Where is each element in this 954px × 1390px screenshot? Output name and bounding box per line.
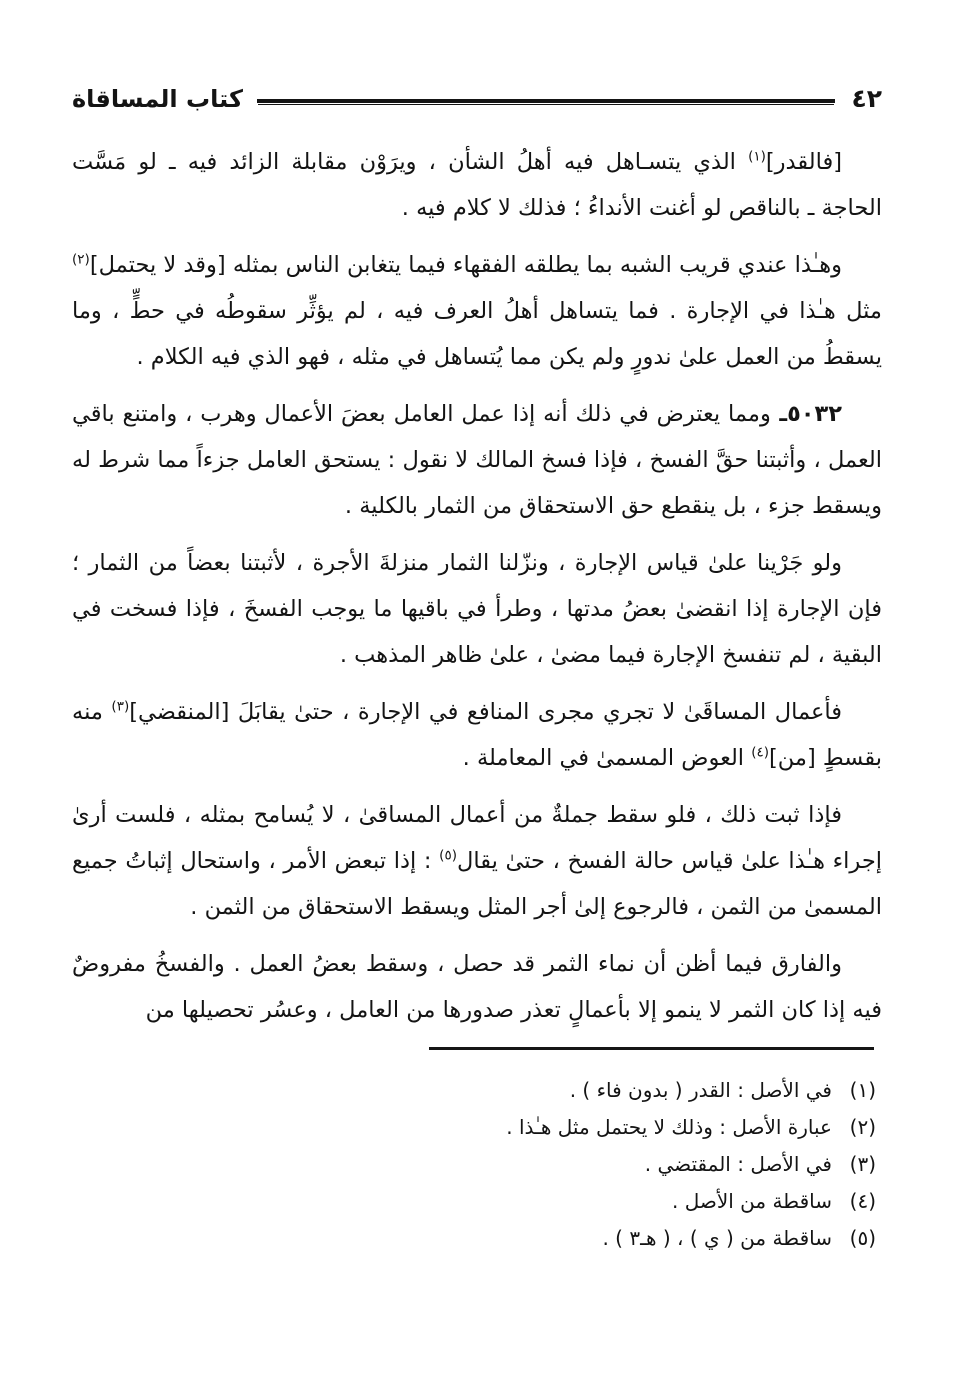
footnote-number: (١) [849, 1078, 876, 1102]
footnote-text: في الأصل : المقتضي . [644, 1152, 832, 1176]
footnote-text: عبارة الأصل : وذلك لا يحتمل مثل هـٰذا . [506, 1115, 832, 1139]
page-header [72, 84, 882, 113]
paragraph-text: فإذا ثبت ذلك ، فلو سقط جملةٌ من أعمال المساقىٰ ، لا يُسامح بمثله ، فلست أرىٰ إجراء هـٰذا علىٰ قياس حالة الفسخ ، حتىٰ يقال$^{(٥)}$ : إذا تبعض الأمر ، واستحال إثباتُ جميع المسمىٰ من الثمن ، فالرجوع إلىٰ أجر المثل ويسقط الاستحقاق من الثمن . [72, 802, 882, 920]
paragraph-text: والفارق فيما أظن أن نماء الثمر قد حصل ، وسقط بعضُ العمل . والفسخُ مفروضٌ فيه إذا كان الثمر لا ينمو إلا بأعمالٍ تعذر صدورها من العامل ، وعسُر تحصيلها من [72, 951, 882, 1023]
paragraph [72, 242, 882, 380]
paragraph [72, 689, 882, 781]
footnote [72, 1183, 876, 1220]
header-rule [257, 99, 836, 104]
footnote-number: (٤) [849, 1189, 876, 1213]
footnote-separator [429, 1047, 874, 1050]
paragraph [72, 540, 882, 678]
footnote [72, 1109, 876, 1146]
paragraph-text: وهـٰذا عندي قريب الشبه بما يطلقه الفقهاء فيما يتغابن الناس بمثله [وقد لا يحتمل]$^{(٢)}$ مثل هـٰذا في الإجارة . فما يتساهل أهلُ العرف فيه ، لم يؤثِّر سقوطُه في حطٍّ ، وما يسقطُ من العمل علىٰ ندورٍ ولم يكن مما يُتساهل في مثله ، فهو الذي فيه الكلام . [72, 251, 882, 370]
footnotes [72, 1072, 882, 1257]
paragraph-text: [فالقدر]$^{(١)}$ الذي يتسـاهل فيه أهلُ الشأن ، ويرَوْن مقابلة الزائد فيه ـ لو مَسَّت الحاجة ـ بالناقص لو أغنت الأنداءُ ؛ فذلك لا كلام فيه . [72, 148, 882, 221]
paragraph-text: فأعمال المساقَىٰ لا تجري مجرى المنافع في الإجارة ، حتىٰ يقابَلَ [المنقضي]$^{(٣)}$ منه بقسطٍ [من]$^{(٤)}$ العوض المسمىٰ في المعاملة . [72, 698, 882, 771]
section-number: ٥٠٣٢ـ [770, 401, 842, 427]
paragraph [72, 941, 882, 1033]
footnote-number: (٣) [849, 1152, 876, 1176]
footnote-text: ساقطة من الأصل . [672, 1189, 832, 1213]
paragraph-text: ومما يعترض في ذلك أنه إذا عمل العامل بعضَ الأعمال وهرب ، وامتنع باقي العمل ، وأثبتنا حقَّ الفسخ ، فإذا فسخ المالك لا نقول : يستحق العامل جزءاً مما شرط له ويسقط جزء ، بل ينقطع حق الاستحقاق من الثمار بالكلية . [72, 401, 882, 519]
paragraph-text: ولو جَرْينا علىٰ قياس الإجارة ، ونزّلنا الثمار منزلةَ الأجرة ، لأثبتنا بعضاً من الثمار ؛ فإن الإجارة إذا انقضىٰ بعضُ مدتها ، وطرأ في باقيها ما يوجب الفسخَ ، فإذا فسخت في البقية ، لم تنفسخ الإجارة فيما مضىٰ ، علىٰ ظاهر المذهب . [72, 550, 882, 668]
footnote-number: (٥) [849, 1226, 876, 1250]
paragraph [72, 391, 882, 529]
footnote [72, 1072, 876, 1109]
footnote [72, 1220, 876, 1257]
footnote-text: في الأصل : القدر ( بدون فاء ) . [569, 1078, 832, 1102]
footnote-text: ساقطة من ( ي ) ، ( هـ٣ ) . [602, 1226, 832, 1250]
book-title: كتاب المساقاة [72, 84, 243, 113]
footnote [72, 1146, 876, 1183]
paragraph [72, 792, 882, 930]
footnote-number: (٢) [849, 1115, 876, 1139]
paragraph [72, 139, 882, 231]
page-number: ٤٢ [851, 84, 882, 113]
page-body [72, 139, 882, 1033]
